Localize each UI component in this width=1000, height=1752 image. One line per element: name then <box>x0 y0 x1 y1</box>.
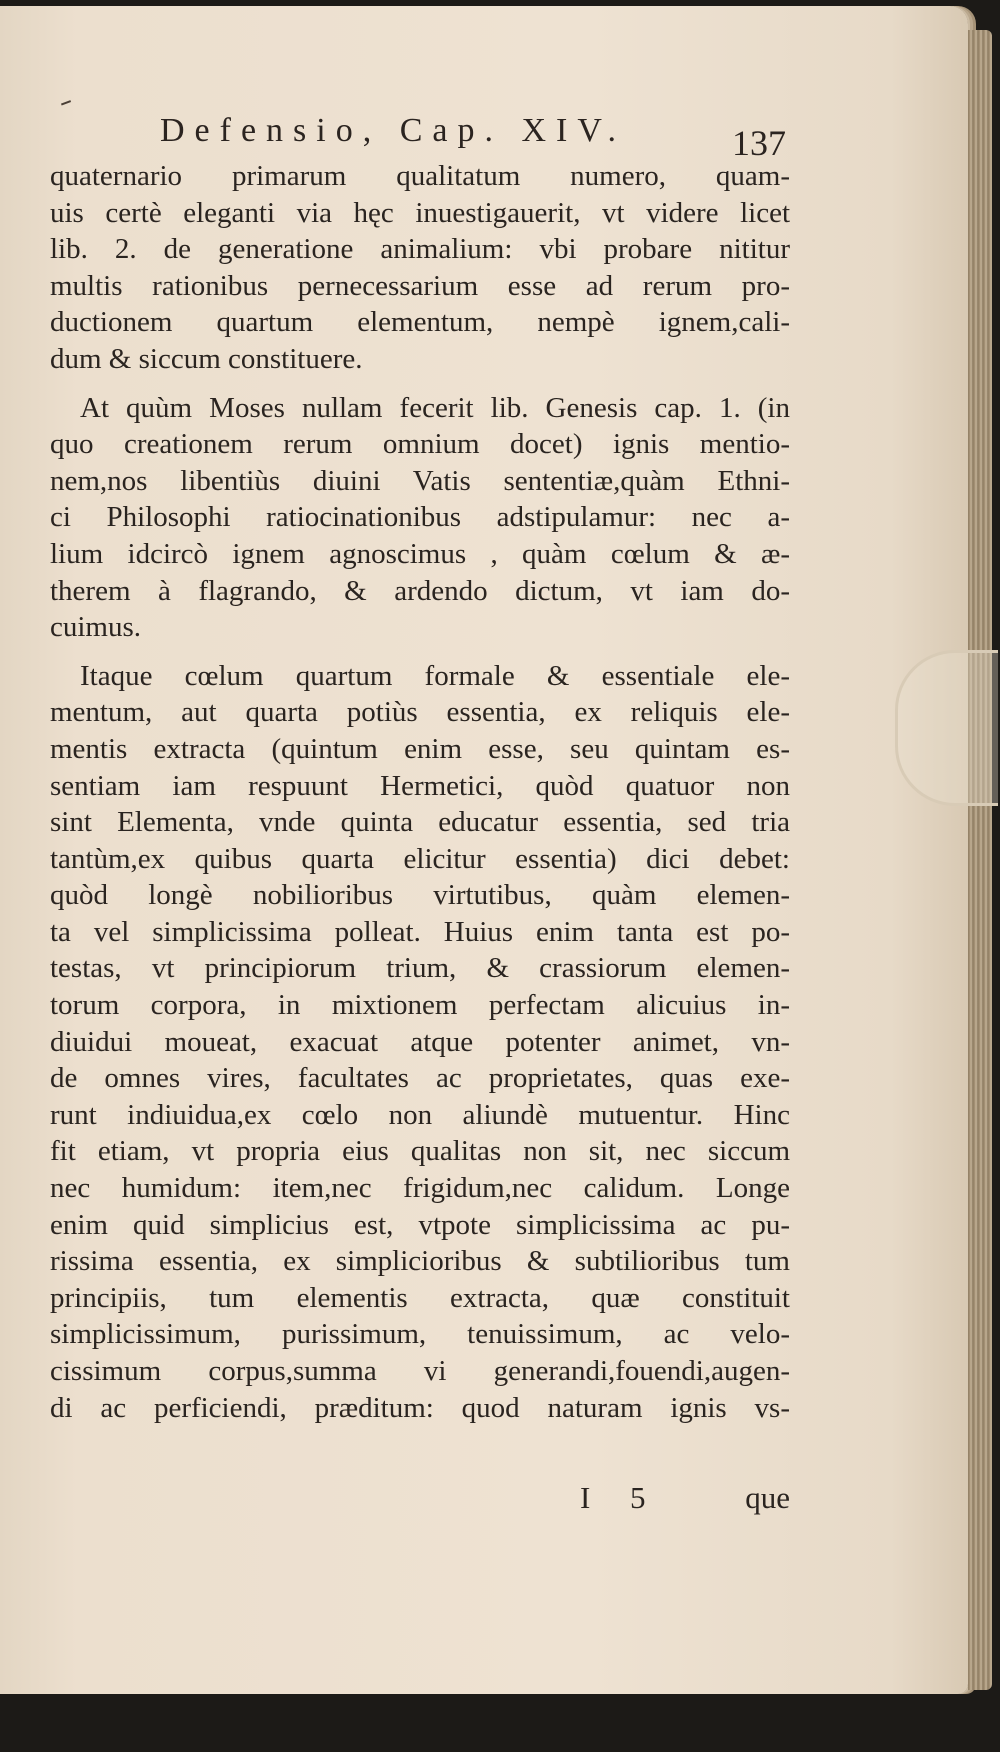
text-line: lium idcircò ignem agnoscimus , quàm cœlum & æ- <box>50 537 790 570</box>
text-line: quo creationem rerum omnium docet) ignis mentio- <box>50 428 790 461</box>
text-line: quaternario primarum qualitatum numero, quam- <box>50 160 790 192</box>
text-line: quòd longè nobilioribus virtutibus, quàm elemen- <box>50 879 790 912</box>
text-line: nec humidum: item,nec frigidum,nec calidum. Longe <box>50 1172 790 1205</box>
running-head: Defensio, Cap. XIV. <box>160 112 627 149</box>
text-line: enim quid simplicius est, vtpote simplicissima ac pu- <box>50 1208 790 1241</box>
text-line: ci Philosophi ratiocinationibus adstipulamur: nec a- <box>50 501 790 534</box>
paragraph-gap <box>50 646 790 658</box>
text-line: cissimum corpus,summa vi generandi,fouendi,augen- <box>50 1355 790 1387</box>
text-line: dum & siccum constituere. <box>50 342 363 375</box>
text-line: mentis extracta (quintum enim esse, seu quintam es- <box>50 732 790 765</box>
text-line: principiis, tum elementis extracta, quæ constituit <box>50 1281 790 1314</box>
text-line: sentiam iam respuunt Hermetici, quòd quatuor non <box>50 769 790 802</box>
text-line: rissima essentia, ex simplicioribus & subtilioribus tum <box>50 1245 790 1278</box>
text-line: Itaque cœlum quartum formale & essentiale ele- <box>80 659 790 692</box>
body-text <box>50 158 790 1426</box>
text-line: uis certè eleganti via hęc inuestigauerit, vt videre licet <box>50 196 790 229</box>
text-line: simplicissimum, purissimum, tenuissimum, ac velo- <box>50 1318 790 1351</box>
text-line: fit etiam, vt propria eius qualitas non sit, nec siccum <box>50 1135 790 1168</box>
signature-number: 5 <box>630 1480 646 1515</box>
text-line: therem à flagrando, & ardendo dictum, vt iam do- <box>50 574 790 607</box>
catchword: que <box>745 1480 790 1515</box>
text-line: sint Elementa, vnde quinta educatur essentia, sed tria <box>50 806 790 839</box>
page-stack-edge <box>968 30 992 1690</box>
text-line: di ac perficiendi, præditum: quod naturam ignis vs- <box>50 1391 790 1424</box>
text-line: cuimus. <box>50 611 142 644</box>
page-clip <box>895 650 998 806</box>
text-line: runt indiuidua,ex cœlo non aliundè mutuentur. Hinc <box>50 1098 790 1131</box>
text-line: multis rationibus pernecessarium esse ad rerum pro- <box>50 269 790 302</box>
text-line: testas, vt principiorum trium, & crassiorum elemen- <box>50 952 790 985</box>
text-line: diuidui moueat, exacuat atque potenter animet, vn- <box>50 1025 790 1058</box>
text-line: mentum, aut quarta potiùs essentia, ex reliquis ele- <box>50 696 790 729</box>
paragraph-gap <box>50 378 790 390</box>
text-line: At quùm Moses nullam fecerit lib. Genesis cap. 1. (in <box>80 391 790 424</box>
text-line: de omnes vires, facultates ac proprietates, quas exe- <box>50 1062 790 1095</box>
text-line: lib. 2. de generatione animalium: vbi probare nititur <box>50 233 790 266</box>
signature-letter: I <box>580 1480 591 1515</box>
text-line: ductionem quartum elementum, nempè ignem,cali- <box>50 306 790 339</box>
text-line: torum corpora, in mixtionem perfectam alicuius in- <box>50 989 790 1022</box>
text-line: ta vel simplicissima polleat. Huius enim tanta est po- <box>50 915 790 948</box>
text-line: nem,nos libentiùs diuini Vatis sententiæ,quàm Ethni- <box>50 464 790 497</box>
page-number: 137 <box>732 123 786 163</box>
text-line: tantùm,ex quibus quarta elicitur essentia) dici debet: <box>50 842 790 875</box>
